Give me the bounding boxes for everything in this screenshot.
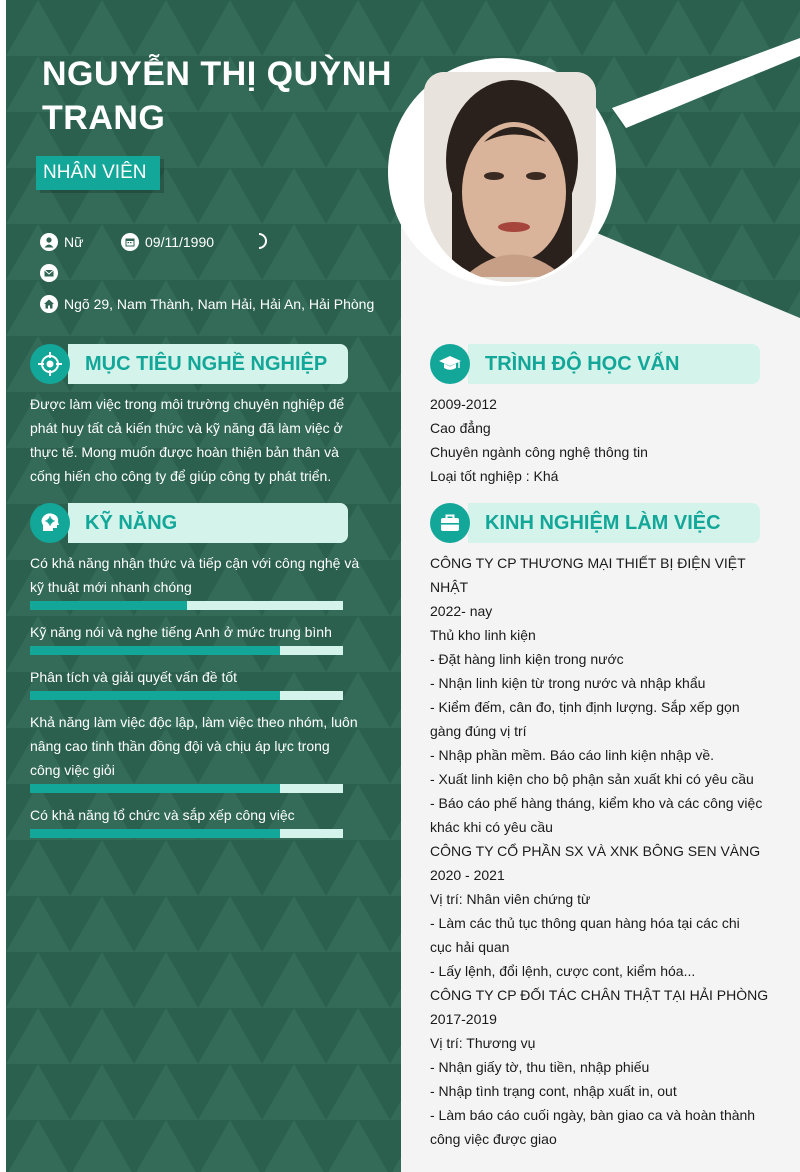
address-value: Ngõ 29, Nam Thành, Nam Hải, Hải An, Hải Phòng bbox=[64, 296, 375, 312]
profile-photo bbox=[424, 72, 596, 282]
birthdate-info bbox=[121, 232, 214, 252]
target-icon bbox=[30, 344, 70, 384]
company-name: CÔNG TY CP THƯƠNG MẠI THIẾT BỊ ĐIỆN VIỆT NHẬT bbox=[430, 555, 746, 595]
job-task: - Báo cáo phế hàng tháng, kiểm kho và các công việc bbox=[430, 795, 763, 811]
skill-item: Khả năng làm việc độc lập, làm việc theo nhóm, luôn nâng cao tinh thần đồng đội và chịu áp lực trong công việc giỏi bbox=[30, 714, 358, 778]
job-task: - Nhận linh kiện từ trong nước và nhập khẩu bbox=[430, 675, 706, 691]
experience-header bbox=[430, 503, 762, 543]
skill-item: Có khả năng nhận thức và tiếp cận với công nghệ và kỹ thuật mới nhanh chóng bbox=[30, 555, 360, 595]
job-role: Vị trí: Thương vụ bbox=[430, 1035, 536, 1051]
phone-info bbox=[250, 232, 268, 250]
job-period: 2022- nay bbox=[430, 603, 493, 619]
skill-level-bar bbox=[30, 691, 343, 700]
job-task: - Làm báo cáo cuối ngày, bàn giao ca và hoàn thành bbox=[430, 1107, 756, 1123]
objective-header bbox=[30, 344, 348, 384]
home-icon bbox=[40, 295, 58, 313]
calendar-icon bbox=[121, 233, 139, 251]
education-details: 2009-2012 Cao đẳng Chuyên ngành công nghệ thông tin Loại tốt nghiệp : Khá bbox=[430, 396, 648, 484]
job-task: công việc được giao bbox=[430, 1131, 557, 1147]
experience-title: KINH NGHIỆM LÀM VIỆC bbox=[485, 512, 721, 534]
user-icon bbox=[40, 233, 58, 251]
cv-page bbox=[6, 0, 800, 1172]
gender-info bbox=[40, 232, 83, 252]
job-task: - Nhập phần mềm. Báo cáo linh kiện nhập về. bbox=[430, 747, 715, 763]
phone-icon bbox=[250, 232, 268, 250]
experience-list bbox=[430, 551, 780, 1151]
skill-level-bar bbox=[30, 646, 343, 655]
job-role: Thủ kho linh kiện bbox=[430, 627, 536, 643]
job-period: 2017-2019 bbox=[430, 1011, 497, 1027]
email-info bbox=[40, 264, 64, 282]
skill-item: Có khả năng tổ chức và sắp xếp công việc bbox=[30, 807, 295, 823]
skills-title: KỸ NĂNG bbox=[85, 512, 178, 534]
job-task: - Kiểm đếm, cân đo, tịnh định lượng. Sắp xếp gọn bbox=[430, 699, 740, 715]
briefcase-icon bbox=[430, 503, 470, 543]
candidate-name: NGUYỄN THỊ QUỲNH TRANG bbox=[42, 55, 392, 137]
brain-icon bbox=[30, 503, 70, 543]
gender-value: Nữ bbox=[64, 234, 84, 250]
job-period: 2020 - 2021 bbox=[430, 867, 505, 883]
objective-text: Được làm việc trong môi trường chuyên nghiệp để phát huy tất cả kiến thức và kỹ năng đã làm việc ở thực tế. Mong muốn được hoàn thiện bản thân và cống hiến cho công ty để giúp công ty phát triển. bbox=[30, 396, 345, 484]
skill-item: Kỹ năng nói và nghe tiếng Anh ở mức trung bình bbox=[30, 624, 332, 640]
birthdate-value: 09/11/1990 bbox=[145, 234, 215, 250]
company-name: CÔNG TY CP ĐỐI TÁC CHÂN THẬT TẠI HẢI PHÒNG bbox=[430, 987, 769, 1003]
skill-level-bar bbox=[30, 829, 343, 838]
education-header bbox=[430, 344, 762, 384]
job-position-badge: NHÂN VIÊN bbox=[36, 156, 160, 190]
skills-header bbox=[30, 503, 348, 543]
job-task: - Nhập tình trạng cont, nhập xuất in, out bbox=[430, 1083, 677, 1099]
job-task: - Nhận giấy tờ, thu tiền, nhập phiếu bbox=[430, 1059, 650, 1075]
objective-title: MỤC TIÊU NGHỀ NGHIỆP bbox=[85, 353, 328, 375]
education-title: TRÌNH ĐỘ HỌC VẤN bbox=[485, 353, 680, 375]
email-icon bbox=[40, 264, 58, 282]
skill-item: Phân tích và giải quyết vấn đề tốt bbox=[30, 669, 238, 685]
job-task: gàng đúng vị trí bbox=[430, 723, 527, 739]
job-task: cục hải quan bbox=[430, 939, 510, 955]
skill-level-bar bbox=[30, 601, 343, 610]
skill-level-bar bbox=[30, 784, 343, 793]
job-task: - Lấy lệnh, đổi lệnh, cược cont, kiểm hóa... bbox=[430, 963, 696, 979]
job-task: khác khi có yêu cầu bbox=[430, 819, 553, 835]
job-task: - Xuất linh kiện cho bộ phận sản xuất khi có yêu cầu bbox=[430, 771, 754, 787]
job-role: Vị trí: Nhân viên chứng từ bbox=[430, 891, 591, 907]
job-task: - Đặt hàng linh kiện trong nước bbox=[430, 651, 624, 667]
graduation-cap-icon bbox=[430, 344, 470, 384]
address-info bbox=[40, 294, 374, 314]
job-task: - Làm các thủ tục thông quan hàng hóa tại các chi bbox=[430, 915, 740, 931]
company-name: CÔNG TY CỔ PHẦN SX VÀ XNK BÔNG SEN VÀNG bbox=[430, 843, 761, 859]
